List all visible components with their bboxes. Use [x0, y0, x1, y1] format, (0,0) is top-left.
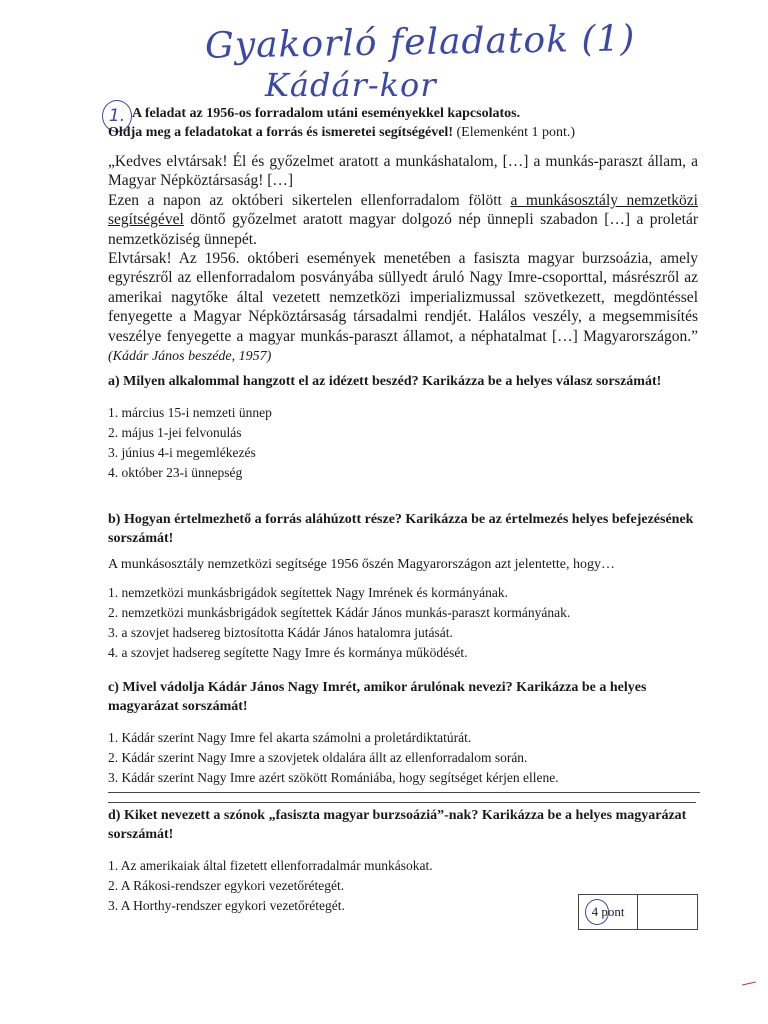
handwritten-subtitle: Kádár-kor — [265, 66, 437, 104]
option-a-4[interactable]: 4. október 23-i ünnepség — [108, 465, 243, 480]
question-b-lead: A munkásosztály nemzetközi segítsége 1956 őszén Magyarországon azt jelentette, hogy… — [108, 557, 615, 572]
quote-underlined-part: a munkásosztály nemzetközi segítségével — [108, 191, 698, 229]
score-empty-cell[interactable] — [638, 895, 697, 929]
divider-line-1 — [108, 792, 700, 793]
score-box — [578, 894, 698, 930]
option-c-2[interactable]: 2. Kádár szerint Nagy Imre a szovjetek oldalára állt az ellenforradalom során. — [108, 750, 528, 765]
option-a-3[interactable]: 3. június 4-i megemlékezés — [108, 445, 256, 460]
intro-points-note: (Elemenként 1 pont.) — [452, 125, 576, 140]
option-b-4[interactable]: 4. a szovjet hadsereg segítette Nagy Imre és kormánya működését. — [108, 645, 468, 660]
score-label: 4 pont — [591, 904, 625, 919]
option-d-1[interactable]: 1. Az amerikaiak által fizetett ellenforradalmár munkásokat. — [108, 858, 433, 873]
task-number-circle: 1. — [102, 100, 132, 132]
quote-source: (Kádár János beszéde, 1957) — [108, 349, 272, 365]
task-intro — [108, 104, 698, 142]
question-a-title: a) Milyen alkalommal hangzott el az idézett beszéd? Karikázza be a helyes válasz sorszámát! — [108, 374, 662, 389]
option-d-3[interactable]: 3. A Horthy-rendszer egykori vezetőrétegét. — [108, 898, 345, 913]
quote-p3-text: Elvtársak! Az 1956. októberi események menetében a fasiszta magyar burzsoázia, amely egyrészről az ellenforradalom posványába süllyedt áruló Nagy Imre-csoporttal, másrészről az amerikai nagytőke által vezetett nemzetközi imperializmussal szövetkezett, megdöntéssel fenyegette a Magyar Népköztársaság társadalmi rendjét. Halálos veszély, a megsemmisítés veszélye fenyegette a magyar munkás-paraszt államot, a néphatalmat […] Magyarországon.” — [108, 250, 698, 345]
quote-p2-end: döntő győzelmet aratott magyar dolgozó nép ünnepli szabadon […] a proletár nemzetköziség ünnepét. — [108, 211, 698, 248]
quote-paragraph-3 — [108, 249, 698, 366]
quote-p2-start: Ezen a napon az októberi sikertelen ellenforradalom fölött — [108, 191, 511, 209]
option-b-1[interactable]: 1. nemzetközi munkásbrigádok segítettek Nagy Imrének és kormányának. — [108, 585, 508, 600]
question-a-options — [108, 403, 698, 483]
question-b-title: b) Hogyan értelmezhető a forrás aláhúzott része? Karikázza be az értelmezés helyes befejezésének sorszámát! — [108, 512, 694, 546]
option-c-3[interactable]: 3. Kádár szerint Nagy Imre azért szökött Romániába, hogy segítséget kérjen ellene. — [108, 770, 559, 785]
option-b-3[interactable]: 3. a szovjet hadsereg biztosította Kádár János hatalomra jutását. — [108, 625, 453, 640]
score-label-cell — [579, 895, 638, 929]
question-c-options — [108, 728, 698, 788]
handwritten-title: Gyakorló feladatok (1) — [204, 18, 636, 67]
intro-line-2 — [108, 123, 698, 142]
question-b — [108, 510, 698, 663]
source-quote — [108, 152, 698, 366]
question-c-title: c) Mivel vádolja Kádár János Nagy Imrét, amikor árulónak nevezi? Karikázza be a helyes magyarázat sorszámát! — [108, 680, 647, 714]
option-a-2[interactable]: 2. május 1-jei felvonulás — [108, 425, 242, 440]
intro-instruction: Oldja meg a feladatokat a forrás és ismeretei segítségével! — [108, 125, 453, 140]
option-c-1[interactable]: 1. Kádár szerint Nagy Imre fel akarta számolni a proletárdiktatúrát. — [108, 730, 472, 745]
divider-line-2 — [108, 802, 696, 803]
intro-line-1: A feladat az 1956-os forradalom utáni eseményekkel kapcsolatos. — [132, 106, 521, 121]
quote-paragraph-2 — [108, 191, 698, 249]
question-a — [108, 372, 698, 483]
quote-paragraph-1: „Kedves elvtársak! Él és győzelmet aratott a munkáshatalom, […] a munkás-paraszt állam, a Magyar Népköztársaság! […] — [108, 153, 698, 190]
question-d-title: d) Kiket nevezett a szónok „fasiszta magyar burzsoáziá”-nak? Karikázza be a helyes magyarázat sorszámát! — [108, 808, 687, 842]
question-c — [108, 678, 698, 788]
option-d-2[interactable]: 2. A Rákosi-rendszer egykori vezetőrétegét. — [108, 878, 345, 893]
margin-mark — [742, 982, 756, 986]
option-a-1[interactable]: 1. március 15-i nemzeti ünnep — [108, 405, 272, 420]
option-b-2[interactable]: 2. nemzetközi munkásbrigádok segítettek Kádár János munkás-paraszt kormányának. — [108, 605, 571, 620]
score-circle-mark — [585, 899, 609, 925]
question-b-options — [108, 583, 698, 663]
